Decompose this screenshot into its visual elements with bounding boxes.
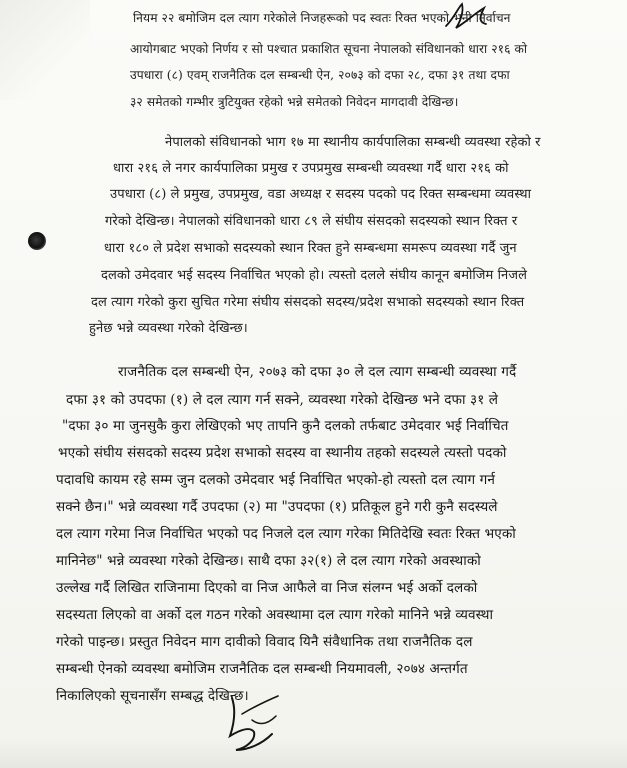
- para3-line-8: मानिनेछ" भन्ने व्यवस्था गरेको देखिन्छ। साथै दफा ३२(१) ले दल त्याग गरेको अवस्थाको: [56, 553, 481, 569]
- punch-hole: [28, 232, 46, 250]
- para2-line-8: हुनेछ भन्ने व्यवस्था गरेको देखिन्छ।: [89, 321, 248, 336]
- para2-line-6: दलको उमेदवार भई सदस्य निर्वाचित भएको हो। त्यस्तो दलले संघीय कानून बमोजिम निजले: [101, 268, 527, 283]
- para1-line-2: आयोगबाट भएको निर्णय र सो पश्चात प्रकाशित सूचना नेपालको संविधानको धारा २१६ को: [130, 42, 528, 56]
- para3-line-5: पदावधि कायम रहे सम्म जुन दलको उमेदवार भई निर्वाचित भएको-हो त्यस्तो दल त्याग गर्न: [56, 472, 496, 488]
- para3-line-9: उल्लेख गर्दै लिखित राजिनामा दिएको वा निज आफैले वा निज संलग्न भई अर्को दलको: [56, 580, 478, 596]
- para3-line-11: गरेको पाइन्छ। प्रस्तुत निवेदन माग दावीको विवाद यिनै संवैधानिक तथा राजनैतिक दल: [56, 634, 473, 650]
- page-bottom-shadow: [0, 738, 627, 768]
- para1-line-3: उपधारा (८) एवम् राजनैतिक दल सम्बन्धी ऐन, २०७३ को दफा २८, दफा ३१ तथा दफा: [130, 68, 510, 82]
- page-fold-shadow: [0, 0, 90, 100]
- para2-line-7: दल त्याग गरेको कुरा सुचित गरेमा संघीय संसदको सदस्य/प्रदेश सभाको सदस्यको स्थान रिक्त: [91, 295, 525, 310]
- para3-line-3: "दफा ३० मा जुनसुकै कुरा लेखिएको भए तापनि कुनै दलको तर्फबाट उमेदवार भई निर्वाचित: [62, 418, 509, 434]
- para2-line-1: नेपालको संविधानको भाग १७ मा स्थानीय कार्यपालिका सम्बन्धी व्यवस्था रहेको र: [165, 135, 541, 150]
- para1-line-1: नियम २२ बमोजिम दल त्याग गरेकोले निजहरूको पद स्वतः रिक्त भएको भनी निर्वाचन: [133, 11, 511, 25]
- para3-line-2: दफा ३१ को उपदफा (१) ले दल त्याग गर्न सक्ने, व्यवस्था गरेको देखिन्छ भने दफा ३१ ले: [66, 392, 499, 408]
- para2-line-3: उपधारा (८) ले प्रमुख, उपप्रमुख, वडा अध्यक्ष र सदस्य पदको पद रिक्त सम्बन्धमा व्यवस्था: [110, 187, 532, 202]
- para2-line-4: गरेको देखिन्छ। नेपालको संविधानको धारा ८९ ले संघीय संसदको सदस्यको स्थान रिक्त र: [105, 214, 518, 229]
- para3-line-7: दल त्याग गरेमा निज निर्वाचित भएको पद निजले दल त्याग गरेका मितिदेखि स्वतः रिक्त भएको: [56, 526, 516, 542]
- para3-line-1: राजनैतिक दल सम्बन्धी ऐन, २०७३ को दफा ३० ले दल त्याग सम्बन्धी व्यवस्था गर्दै: [118, 364, 517, 380]
- para3-line-6: सक्ने छैन।" भन्ने व्यवस्था गर्दै उपदफा (२) मा "उपदफा (१) प्रतिकूल हुने गरी कुनै सदस्यले: [56, 499, 498, 515]
- para3-line-13: निकालिएको सूचनासँग सम्बद्ध देखिन्छ।: [56, 688, 249, 704]
- para3-line-10: सदस्यता लिएको वा अर्को दल गठन गरेको अवस्थामा दल त्याग गरेको मानिने भन्ने व्यवस्था: [56, 607, 494, 623]
- para2-line-2: धारा २१६ ले नगर कार्यपालिका प्रमुख र उपप्रमुख सम्बन्धी व्यवस्था गर्दै धारा २१६ को: [113, 161, 509, 176]
- para1-line-4: ३२ समेतको गम्भीर त्रुटियुक्त रहेको भन्ने समेतको निवेदन मागदावी देखिन्छ।: [130, 95, 459, 109]
- para3-line-4: भएको संघीय संसदको सदस्य प्रदेश सभाको सदस्य वा स्थानीय तहको सदस्यले त्यस्तो पदको: [58, 445, 507, 461]
- para3-line-12: सम्बन्धी ऐनको व्यवस्था बमोजिम राजनैतिक दल सम्बन्धी नियमावली, २०७४ अन्तर्गत: [56, 661, 468, 677]
- para2-line-5: धारा १८० ले प्रदेश सभाको सदस्यको स्थान रिक्त हुने सम्बन्धमा समरूप व्यवस्था गर्दै जुन: [104, 241, 517, 256]
- top-signature-mark: [440, 0, 500, 32]
